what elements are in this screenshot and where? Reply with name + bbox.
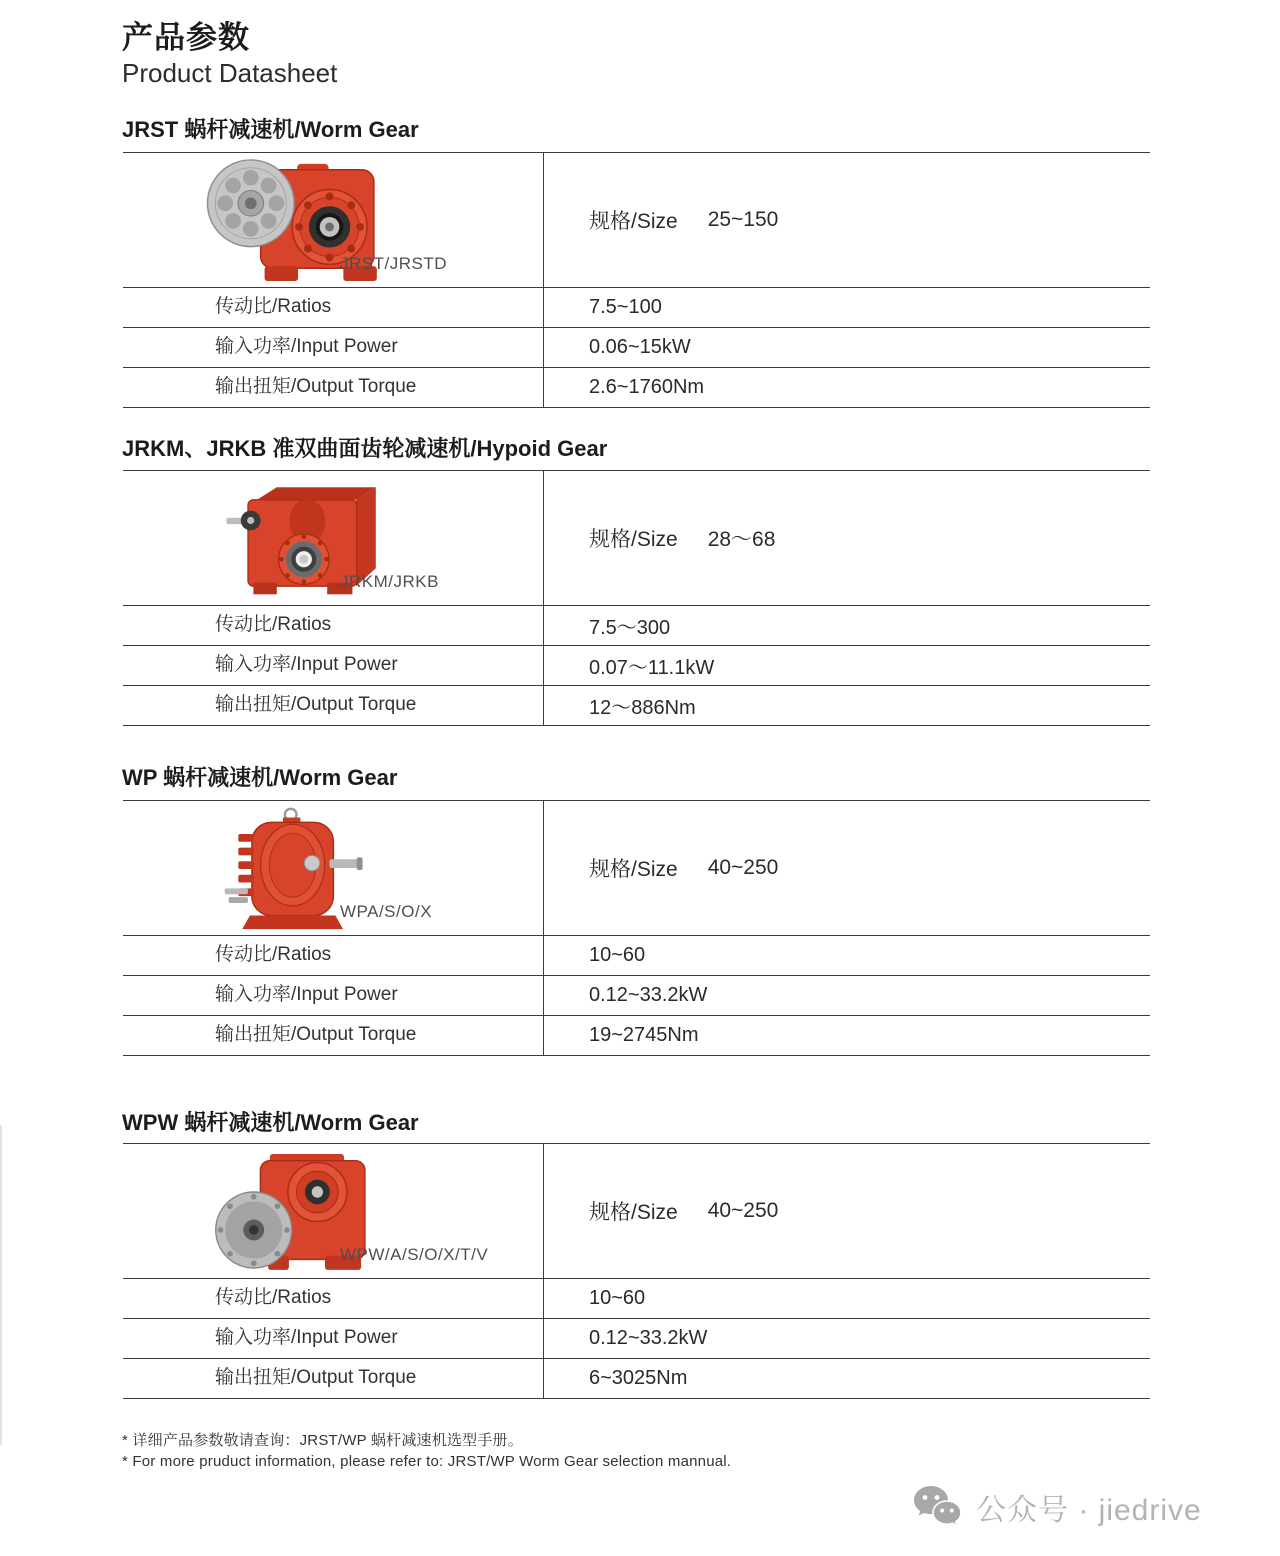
table-row-output-torque <box>123 1016 1150 1056</box>
scan-edge-artifact <box>0 1125 2 1445</box>
size-cell <box>544 801 1150 935</box>
section-title-wpw: WPW 蜗杆减速机/Worm Gear <box>122 1110 419 1135</box>
size-value: 28～68 <box>707 528 776 551</box>
product-image-cell <box>123 153 544 287</box>
table-row-input-power <box>123 976 1150 1016</box>
size-label: 规格/Size <box>589 858 678 881</box>
model-label: JRKM/JRKB <box>340 572 439 591</box>
row-value: 0.12~33.2kW <box>589 1327 708 1349</box>
row-label: 输出扭矩/Output Torque <box>215 1367 417 1388</box>
product-image-cell <box>123 801 544 935</box>
section-title-jrst: JRST 蜗杆减速机/Worm Gear <box>122 117 419 142</box>
page-subtitle: Product Datasheet <box>122 58 338 88</box>
row-value: 12～886Nm <box>589 697 696 719</box>
table-row-input-power <box>123 1319 1150 1359</box>
row-label: 输入功率/Input Power <box>215 1327 398 1348</box>
product-image-cell <box>123 1144 544 1278</box>
row-value: 10~60 <box>589 1287 646 1309</box>
size-value: 25~150 <box>707 208 779 231</box>
spec-table-jrst <box>123 152 1150 408</box>
size-label: 规格/Size <box>589 210 678 233</box>
row-value: 0.07～11.1kW <box>589 657 715 679</box>
row-label: 传动比/Ratios <box>215 296 332 317</box>
table-row-output-torque <box>123 686 1150 726</box>
table-row-ratios <box>123 1279 1150 1319</box>
footnote-zh: * 详细产品参数敬请查询：JRST/WP 蜗杆减速机选型手册。 <box>122 1432 523 1449</box>
section-title-wp: WP 蜗杆减速机/Worm Gear <box>122 765 398 790</box>
table-row-ratios <box>123 606 1150 646</box>
row-value: 0.06~15kW <box>589 336 691 358</box>
row-value: 7.5~100 <box>589 296 662 318</box>
model-label: WPA/S/O/X <box>340 902 433 921</box>
row-value: 7.5～300 <box>589 617 671 639</box>
size-cell <box>544 471 1150 605</box>
spec-table-wp <box>123 800 1150 1056</box>
wechat-icon <box>912 1484 962 1530</box>
table-row-output-torque <box>123 1359 1150 1399</box>
row-label: 输出扭矩/Output Torque <box>215 376 417 397</box>
size-cell <box>544 1144 1150 1278</box>
row-label: 输入功率/Input Power <box>215 984 398 1005</box>
section-title-jrkm: JRKM、JRKB 准双曲面齿轮减速机/Hypoid Gear <box>122 436 608 461</box>
size-label: 规格/Size <box>589 1201 678 1224</box>
row-value: 2.6~1760Nm <box>589 376 705 398</box>
product-image-cell <box>123 471 544 605</box>
row-value: 10~60 <box>589 944 646 966</box>
spec-table-wpw <box>123 1143 1150 1399</box>
row-label: 输入功率/Input Power <box>215 336 398 357</box>
row-label: 传动比/Ratios <box>215 944 332 965</box>
watermark-text: 公众号 · jiedrive <box>976 1494 1202 1527</box>
model-label: WPW/A/S/O/X/T/V <box>340 1245 489 1264</box>
table-row <box>123 801 1150 936</box>
table-row-ratios <box>123 936 1150 976</box>
table-row-output-torque <box>123 368 1150 408</box>
size-label: 规格/Size <box>589 528 678 551</box>
size-cell <box>544 153 1150 287</box>
row-value: 19~2745Nm <box>589 1024 699 1046</box>
table-row <box>123 471 1150 606</box>
row-label: 输出扭矩/Output Torque <box>215 694 417 715</box>
table-row-ratios <box>123 288 1150 328</box>
table-row-input-power <box>123 646 1150 686</box>
size-value: 40~250 <box>707 1199 779 1222</box>
row-label: 传动比/Ratios <box>215 1287 332 1308</box>
model-label: JRST/JRSTD <box>340 254 447 273</box>
size-value: 40~250 <box>707 856 779 879</box>
row-label: 传动比/Ratios <box>215 614 332 635</box>
table-row-input-power <box>123 328 1150 368</box>
row-value: 6~3025Nm <box>589 1367 688 1389</box>
watermark <box>912 1484 1202 1530</box>
row-label: 输出扭矩/Output Torque <box>215 1024 417 1045</box>
spec-table-jrkm <box>123 470 1150 726</box>
row-label: 输入功率/Input Power <box>215 654 398 675</box>
table-row <box>123 1144 1150 1279</box>
footnote-en: * For more pruduct information, please refer to: JRST/WP Worm Gear selection mannual. <box>122 1453 732 1470</box>
row-value: 0.12~33.2kW <box>589 984 708 1006</box>
table-row <box>123 153 1150 288</box>
page-title: 产品参数 <box>122 20 250 55</box>
